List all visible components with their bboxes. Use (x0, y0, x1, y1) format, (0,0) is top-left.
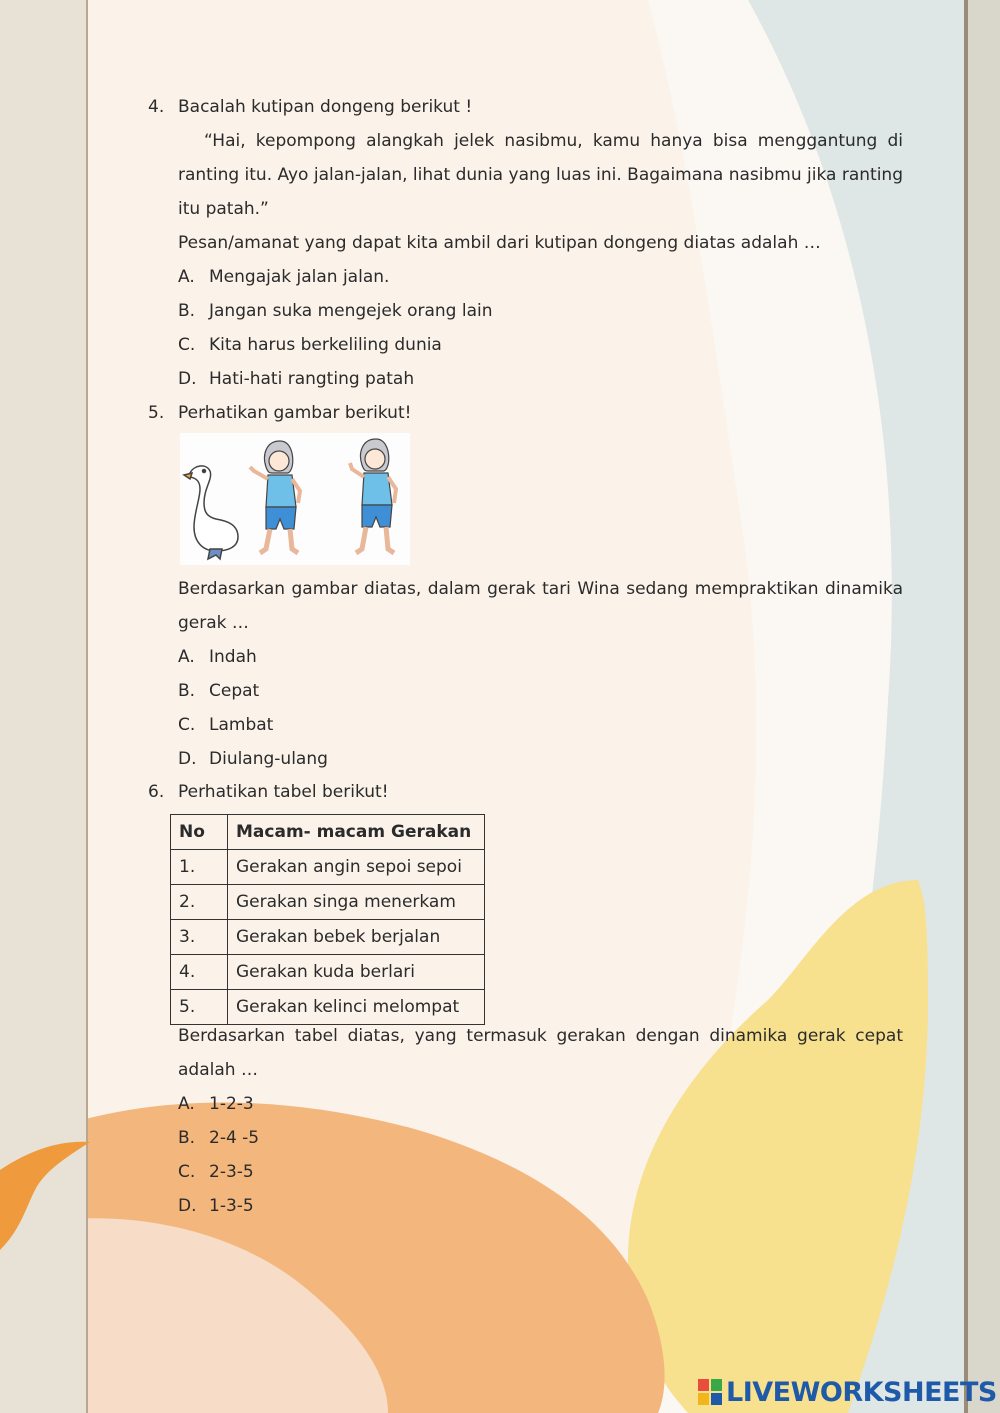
option-c[interactable] (178, 708, 273, 742)
row-movement: Gerakan singa menerkam (228, 885, 485, 920)
option-letter: C. (178, 1162, 196, 1182)
option-text: 1-3-5 (209, 1196, 254, 1216)
row-number: 3. (171, 920, 228, 955)
dancing-girl-1 (250, 441, 300, 553)
story-quote: “Hai, kepompong alangkah jelek nasibmu, kamu hanya bisa menggantung di ranting itu. Ayo jalan-jalan, lihat dunia yang luas ini. Bagaimana nasibmu jika ranting itu patah.” (178, 131, 903, 219)
option-text: Mengajak jalan jalan. (209, 267, 390, 287)
option-letter: D. (178, 369, 197, 389)
option-b[interactable] (178, 1121, 259, 1155)
option-text: Jangan suka mengejek orang lain (209, 301, 493, 321)
option-text: Indah (209, 647, 257, 667)
row-movement: Gerakan bebek berjalan (228, 920, 485, 955)
column-header-no: No (171, 815, 228, 850)
option-b[interactable] (178, 294, 492, 328)
option-letter: C. (178, 335, 196, 355)
option-text: Cepat (209, 681, 260, 701)
question-number: 5. (148, 403, 165, 423)
option-letter: B. (178, 681, 196, 701)
table-row (171, 955, 485, 990)
option-text: Diulang-ulang (209, 749, 328, 769)
option-text: Kita harus berkeliling dunia (209, 335, 442, 355)
table-row (171, 850, 485, 885)
option-a[interactable] (178, 1087, 254, 1121)
question-text: Pesan/amanat yang dapat kita ambil dari kutipan dongeng diatas adalah … (178, 233, 821, 253)
option-letter: A. (178, 1094, 195, 1114)
option-d[interactable] (178, 742, 328, 776)
question-prompt: Bacalah kutipan dongeng berikut ! (178, 97, 473, 117)
question-text: Berdasarkan tabel diatas, yang termasuk gerakan dengan dinamika gerak cepat adalah … (178, 1026, 903, 1080)
row-number: 2. (171, 885, 228, 920)
liveworksheets-badge-icon (698, 1379, 722, 1405)
option-letter: A. (178, 647, 195, 667)
option-letter: D. (178, 1196, 197, 1216)
row-movement: Gerakan angin sepoi sepoi (228, 850, 485, 885)
table-row (171, 885, 485, 920)
option-a[interactable] (178, 640, 257, 674)
goose-illustration (184, 466, 238, 559)
row-movement: Gerakan kelinci melompat (228, 990, 485, 1025)
option-letter: C. (178, 715, 196, 735)
table-row (171, 920, 485, 955)
column-header-movement: Macam- macam Gerakan (228, 815, 485, 850)
movement-table (170, 814, 485, 1025)
question-number: 4. (148, 97, 165, 117)
question-text: Berdasarkan gambar diatas, dalam gerak tari Wina sedang mempraktikan dinamika gerak … (178, 579, 903, 633)
liveworksheets-logo (698, 1372, 997, 1412)
liveworksheets-wordmark: LIVEWORKSHEETS (726, 1376, 997, 1408)
option-d[interactable] (178, 1189, 254, 1223)
option-text: 2-3-5 (209, 1162, 254, 1182)
option-letter: B. (178, 301, 196, 321)
option-c[interactable] (178, 328, 442, 362)
option-letter: A. (178, 267, 195, 287)
row-movement: Gerakan kuda berlari (228, 955, 485, 990)
option-d[interactable] (178, 362, 414, 396)
option-a[interactable] (178, 260, 389, 294)
option-c[interactable] (178, 1155, 254, 1189)
dancing-girl-2 (350, 439, 396, 553)
row-number: 4. (171, 955, 228, 990)
row-number: 1. (171, 850, 228, 885)
option-text: Lambat (209, 715, 274, 735)
question-number: 6. (148, 782, 165, 802)
option-letter: B. (178, 1128, 196, 1148)
question-prompt: Perhatikan gambar berikut! (178, 403, 412, 423)
option-text: Hati-hati rangting patah (209, 369, 415, 389)
option-text: 1-2-3 (209, 1094, 254, 1114)
question-prompt: Perhatikan tabel berikut! (178, 782, 389, 802)
option-b[interactable] (178, 674, 259, 708)
table-header-row (171, 815, 485, 850)
option-letter: D. (178, 749, 197, 769)
dance-illustration (180, 433, 410, 565)
option-text: 2-4 -5 (209, 1128, 260, 1148)
row-number: 5. (171, 990, 228, 1025)
